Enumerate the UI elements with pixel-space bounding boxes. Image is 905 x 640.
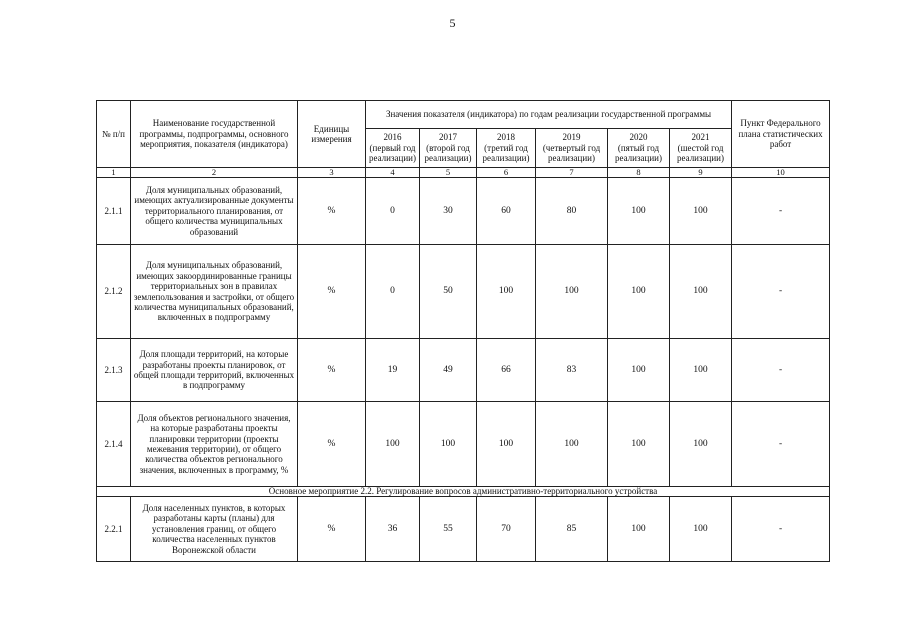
row-value: 55 (420, 497, 477, 562)
row-value: 80 (536, 178, 608, 245)
table-row (97, 497, 830, 562)
row-value: 100 (536, 402, 608, 487)
row-num: 2.2.1 (97, 497, 131, 562)
header-year: 2018 (третий год реализации) (477, 129, 536, 168)
row-num: 2.1.1 (97, 178, 131, 245)
row-value: 100 (670, 178, 732, 245)
row-value: 100 (670, 402, 732, 487)
row-value: 100 (536, 245, 608, 339)
header-year: 2020 (пятый год реализации) (608, 129, 670, 168)
page-number: 5 (449, 16, 456, 30)
column-number: 9 (670, 168, 732, 178)
header-num: № п/п (97, 101, 131, 168)
row-value: 30 (420, 178, 477, 245)
table-row (97, 402, 830, 487)
row-value: 36 (366, 497, 420, 562)
row-name: Доля муниципальных образований, имеющих закоординированные границы территориальных зон в правилах землепользования и застройки, от общего количества муниципальных образований, включенных в подпрограмму (131, 245, 298, 339)
header-year: 2016 (первый год реализации) (366, 129, 420, 168)
row-value: 66 (477, 339, 536, 402)
header-row-1 (97, 101, 830, 129)
column-number: 1 (97, 168, 131, 178)
row-value: 100 (420, 402, 477, 487)
table-row (97, 178, 830, 245)
header-fed: Пункт Федерального плана статистических работ (732, 101, 830, 168)
header-year: 2019 (четвертый год реализации) (536, 129, 608, 168)
column-number: 6 (477, 168, 536, 178)
row-value: 100 (670, 497, 732, 562)
indicators-table (96, 100, 830, 562)
row-fed: - (732, 402, 830, 487)
row-num: 2.1.3 (97, 339, 131, 402)
column-number: 10 (732, 168, 830, 178)
header-values-group: Значения показателя (индикатора) по годам реализации государственной программы (366, 101, 732, 129)
row-value: 70 (477, 497, 536, 562)
row-value: 100 (608, 402, 670, 487)
row-unit: % (298, 339, 366, 402)
row-unit: % (298, 245, 366, 339)
row-value: 100 (477, 402, 536, 487)
table-row (97, 339, 830, 402)
section-row (97, 487, 830, 497)
row-value: 0 (366, 178, 420, 245)
row-value: 60 (477, 178, 536, 245)
row-num: 2.1.4 (97, 402, 131, 487)
row-name: Доля населенных пунктов, в которых разработаны карты (планы) для установления границ, от общего количества населенных пунктов Воронежской области (131, 497, 298, 562)
row-value: 100 (366, 402, 420, 487)
row-value: 49 (420, 339, 477, 402)
header-unit: Единицы измерения (298, 101, 366, 168)
column-number: 8 (608, 168, 670, 178)
row-value: 100 (608, 497, 670, 562)
row-name: Доля муниципальных образований, имеющих актуализированные документы территориального планирования, от общего количества муниципальных образований (131, 178, 298, 245)
row-unit: % (298, 178, 366, 245)
column-number: 3 (298, 168, 366, 178)
row-value: 83 (536, 339, 608, 402)
header-year: 2017 (второй год реализации) (420, 129, 477, 168)
row-value: 85 (536, 497, 608, 562)
column-number: 7 (536, 168, 608, 178)
column-number: 4 (366, 168, 420, 178)
row-value: 100 (608, 339, 670, 402)
row-value: 100 (477, 245, 536, 339)
row-num: 2.1.2 (97, 245, 131, 339)
header-year: 2021 (шестой год реализации) (670, 129, 732, 168)
row-fed: - (732, 245, 830, 339)
row-value: 100 (608, 178, 670, 245)
row-value: 100 (670, 339, 732, 402)
row-value: 50 (420, 245, 477, 339)
column-number: 2 (131, 168, 298, 178)
row-unit: % (298, 402, 366, 487)
column-number: 5 (420, 168, 477, 178)
header-name: Наименование государственной программы, подпрограммы, основного мероприятия, показателя (индикатора) (131, 101, 298, 168)
row-fed: - (732, 178, 830, 245)
row-value: 0 (366, 245, 420, 339)
column-number-row (97, 168, 830, 178)
row-unit: % (298, 497, 366, 562)
section-title: Основное мероприятие 2.2. Регулирование вопросов административно-территориального устройства (97, 487, 830, 497)
row-value: 100 (670, 245, 732, 339)
row-name: Доля площади территорий, на которые разработаны проекты планировок, от общей площади территорий, включенных в подпрограмму (131, 339, 298, 402)
table-row (97, 245, 830, 339)
row-fed: - (732, 339, 830, 402)
row-name: Доля объектов регионального значения, на которые разработаны проекты планировки территории (проекты межевания территории), от общего количества объектов регионального значения, включенных в программу, % (131, 402, 298, 487)
row-fed: - (732, 497, 830, 562)
row-value: 19 (366, 339, 420, 402)
row-value: 100 (608, 245, 670, 339)
